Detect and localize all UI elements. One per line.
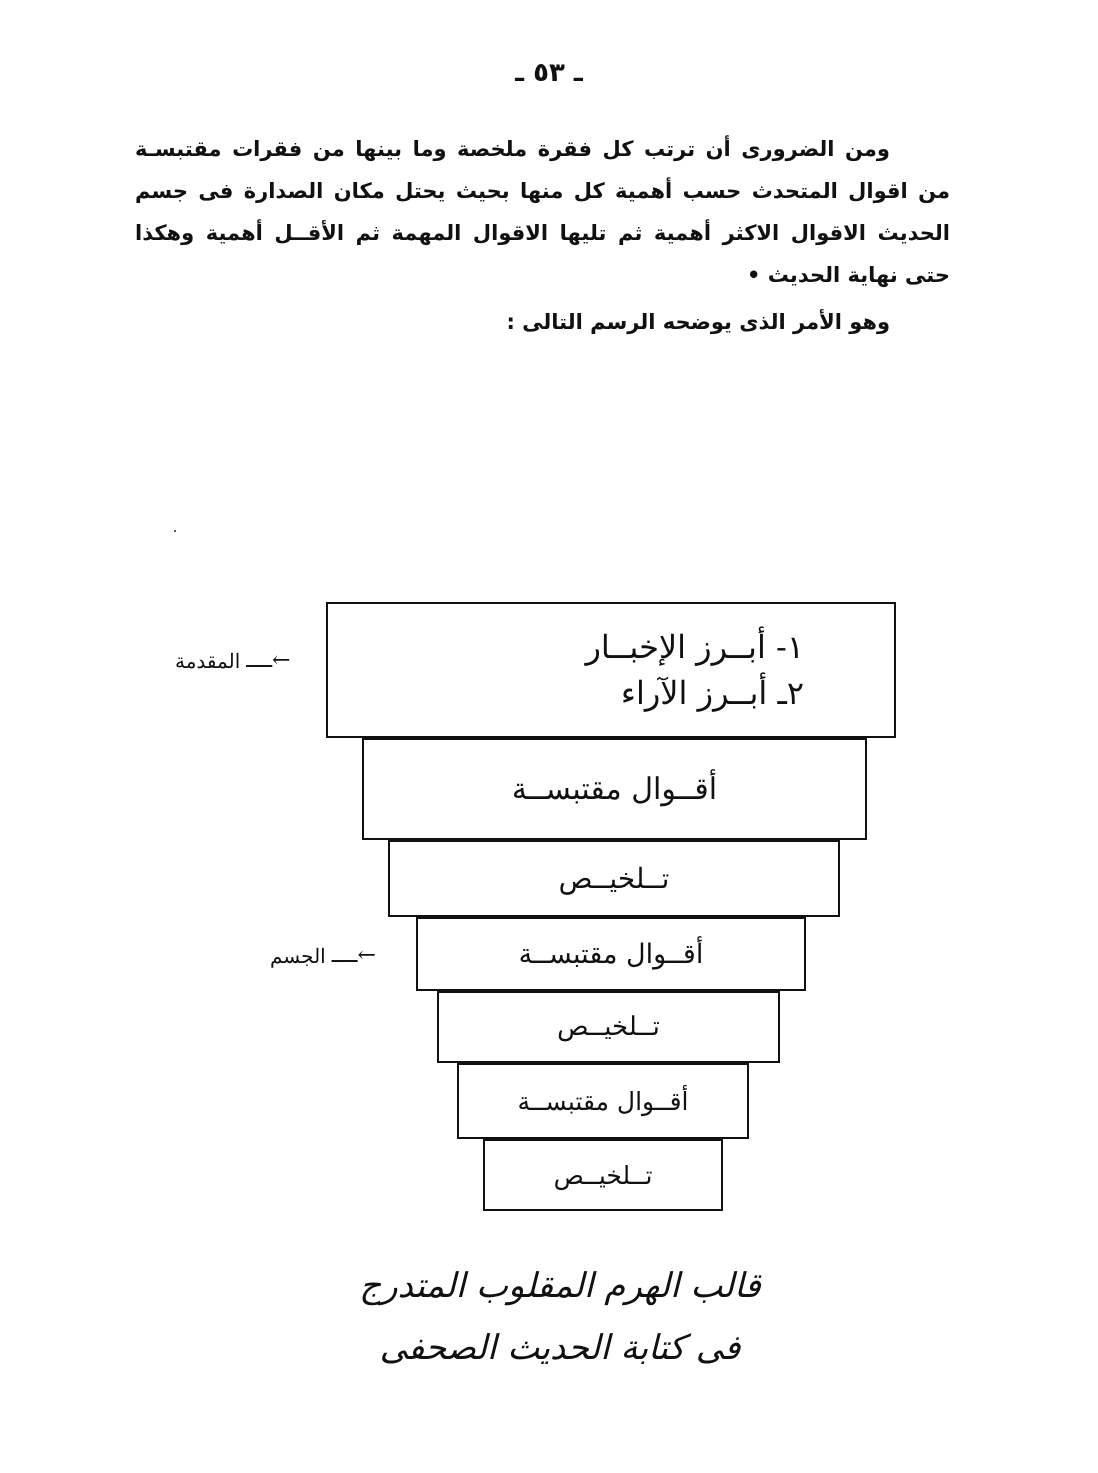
caption-line-2: فى كتابة الحديث الصحفى xyxy=(379,1328,741,1368)
top-box-line-2: ٢ـ أبــرز الآراء xyxy=(620,674,804,712)
pyramid-level-1: أقــوال مقتبســة xyxy=(362,738,867,840)
pyramid-level-5: أقــوال مقتبســة xyxy=(457,1063,749,1139)
body-side-label xyxy=(270,943,376,968)
intro-side-label xyxy=(175,648,290,673)
pyramid-level-3: أقــوال مقتبســة xyxy=(416,917,806,991)
diagram-caption xyxy=(320,1255,800,1379)
body-paragraph xyxy=(135,128,950,296)
pyramid-top-box xyxy=(326,602,896,738)
body-label-text: الجسم xyxy=(270,943,326,968)
caption-line-1: قالب الهرم المقلوب المتدرج xyxy=(359,1266,761,1306)
pyramid-level-4: تــلخيــص xyxy=(437,991,780,1063)
scan-speck xyxy=(174,530,176,532)
arrow-icon: ←ــــ xyxy=(246,648,291,673)
top-box-line-1: ١- أبــرز الإخبــار xyxy=(585,628,804,666)
intro-label-text: المقدمة xyxy=(175,648,241,673)
pyramid-level-2: تــلخيــص xyxy=(388,840,840,917)
page-number: ـ ٥٣ ـ xyxy=(515,58,583,88)
arrow-icon: ←ــــ xyxy=(331,943,376,968)
paragraph-text: ومن الضرورى أن ترتب كل فقرة ملخصة وما بينها من فقرات مقتبسـة من اقوال المتحدث حسب أهمية كل منها بحيث يحتل مكان الصدارة فى جسم الحديث الاقوال الاكثر أهمية ثم تليها الاقوال المهمة ثم الأقــل أهمية وهكذا حتى نهاية الحديث • xyxy=(135,137,950,287)
diagram-intro-line: وهو الأمر الذى يوضحه الرسم التالى : xyxy=(506,310,890,334)
pyramid-level-6: تــلخيــص xyxy=(483,1139,723,1211)
